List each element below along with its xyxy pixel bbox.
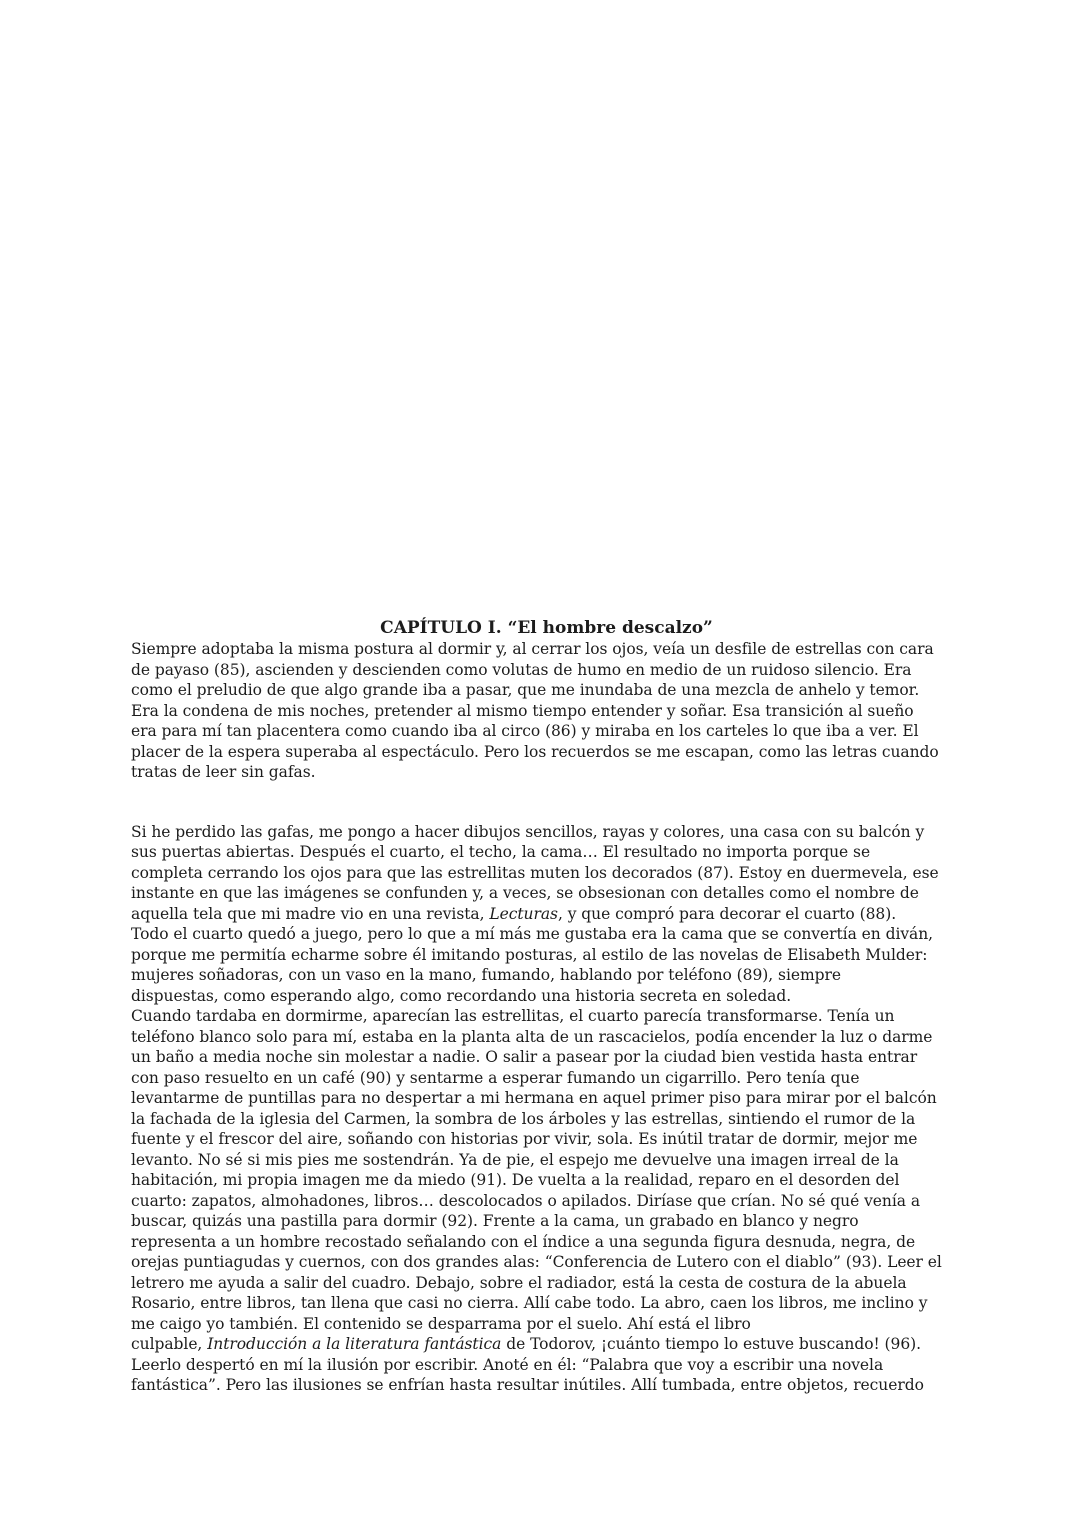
text-line [131,904,956,925]
text-line: habitación, mi propia imagen me da miedo (91). De vuelta a la realidad, reparo en el desorden del [131,1171,900,1189]
text-line: levanto. No sé si mis pies me sostendrán. Ya de pie, el espejo me devuelve una imagen irreal de la [131,1150,899,1169]
text-segment: culpable, [131,1335,208,1353]
text-line: instante en que las imágenes se confunden y, a veces, se obsesionan con detalles como el nombre de [131,884,919,902]
text-line: buscar, quizás una pastilla para dormir (92). Frente a la cama, un grabado en blanco y negro [131,1212,859,1230]
magazine-title: Lecturas [489,904,558,923]
text-line: con paso resuelto en un café (90) y sentarme a esperar fumando un cigarrillo. Pero tenía que [131,1068,860,1087]
text-line: letrero me ayuda a salir del cuadro. Debajo, sobre el radiador, está la cesta de costura de la abuela [131,1273,907,1292]
text-line: levantarme de puntillas para no despertar a mi hermana en aquel primer piso para mirar por el balcón [131,1089,937,1107]
paragraph-1 [131,639,956,783]
text-line: de payaso (85), ascienden y descienden como volutas de humo en medio de un ruidoso silencio. Era [131,660,912,679]
text-line: Cuando tardaba en dormirme, aparecían las estrellitas, el cuarto parecía transformarse. Tenía un [131,1007,895,1025]
text-line: tratas de leer sin gafas. [131,763,316,781]
text-line: dispuestas, como esperando algo, como recordando una historia secreta en soledad. [131,986,792,1005]
book-title: Introducción a la literatura fantástica [207,1335,502,1353]
text-segment: , y que compró para decorar el cuarto (88). [557,904,897,923]
text-line: Rosario, entre libros, tan llena que casi no cierra. Allí cabe todo. La abro, caen los libros, me inclino y [131,1294,928,1312]
text-line: Siempre adoptaba la misma postura al dormir y, al cerrar los ojos, veía un desfile de estrellas con cara [131,640,934,658]
text-line: Si he perdido las gafas, me pongo a hacer dibujos sencillos, rayas y colores, una casa con su balcón y [131,822,925,841]
text-line: cuarto: zapatos, almohadones, libros… descolocados o apilados. Diríase que crían. No sé qué venía a [131,1191,921,1210]
text-line: placer de la espera superaba al espectáculo. Pero los recuerdos se me escapan, como las letras cuando [131,742,939,761]
text-line: Todo el cuarto quedó a juego, pero lo que a mí más me gustaba era la cama que se convertía en diván, [131,925,934,943]
text-segment: aquella tela que mi madre vio en una revista, [131,904,490,923]
text-segment: de Todorov, ¡cuánto tiempo lo estuve buscando! (96). [501,1335,922,1353]
text-line: representa a un hombre recostado señalando con el índice a una segunda figura desnuda, negra, de [131,1232,916,1251]
chapter-title: CAPÍTULO I. “El hombre descalzo” [380,618,713,638]
text-line: completa cerrando los ojos para que las estrellitas muten los decorados (87). Estoy en duermevela, ese [131,863,939,882]
text-line: fuente y el frescor del aire, soñando con historias por vivir, sola. Es inútil tratar de dormir, mejor me [131,1130,918,1148]
paragraph-2 [131,822,956,1396]
text-line: Era la condena de mis noches, pretender al mismo tiempo entender y soñar. Esa transición al sueño [131,701,914,720]
text-line: me caigo yo también. El contenido se desparrama por el suelo. Ahí está el libro [131,1314,751,1333]
text-line: teléfono blanco solo para mí, estaba en la planta alta de un rascacielos, podía encender la luz o darme [131,1027,933,1046]
text-line: Leerlo despertó en mí la ilusión por escribir. Anoté en él: “Palabra que voy a escribir una novela [131,1355,884,1374]
text-line: porque me permitía echarme sobre él imitando posturas, al estilo de las novelas de Elisabeth Mulder: [131,945,928,964]
document-page [131,618,956,1396]
paragraph-spacer [131,783,956,822]
text-line: era para mí tan placentera como cuando iba al circo (86) y miraba en los carteles lo que iba a ver. El [131,722,919,740]
text-line: como el preludio de que algo grande iba a pasar, que me inundaba de una mezcla de anhelo y temor. [131,681,920,699]
text-line: fantástica”. Pero las ilusiones se enfrían hasta resultar inútiles. Allí tumbada, entre objetos, recuerdo [131,1376,924,1394]
text-line: mujeres soñadoras, con un vaso en la mano, fumando, hablando por teléfono (89), siempre [131,966,841,984]
text-line: orejas puntiagudas y cuernos, con dos grandes alas: “Conferencia de Lutero con el diablo” (93). Leer el [131,1253,942,1271]
text-line: la fachada de la iglesia del Carmen, la sombra de los árboles y las estrellas, sintiendo el rumor de la [131,1109,916,1128]
text-line: sus puertas abiertas. Después el cuarto, el techo, la cama… El resultado no importa porque se [131,843,871,861]
text-line [131,1334,956,1355]
text-line: un baño a media noche sin molestar a nadie. O salir a pasear por la ciudad bien vestida hasta entrar [131,1048,918,1066]
